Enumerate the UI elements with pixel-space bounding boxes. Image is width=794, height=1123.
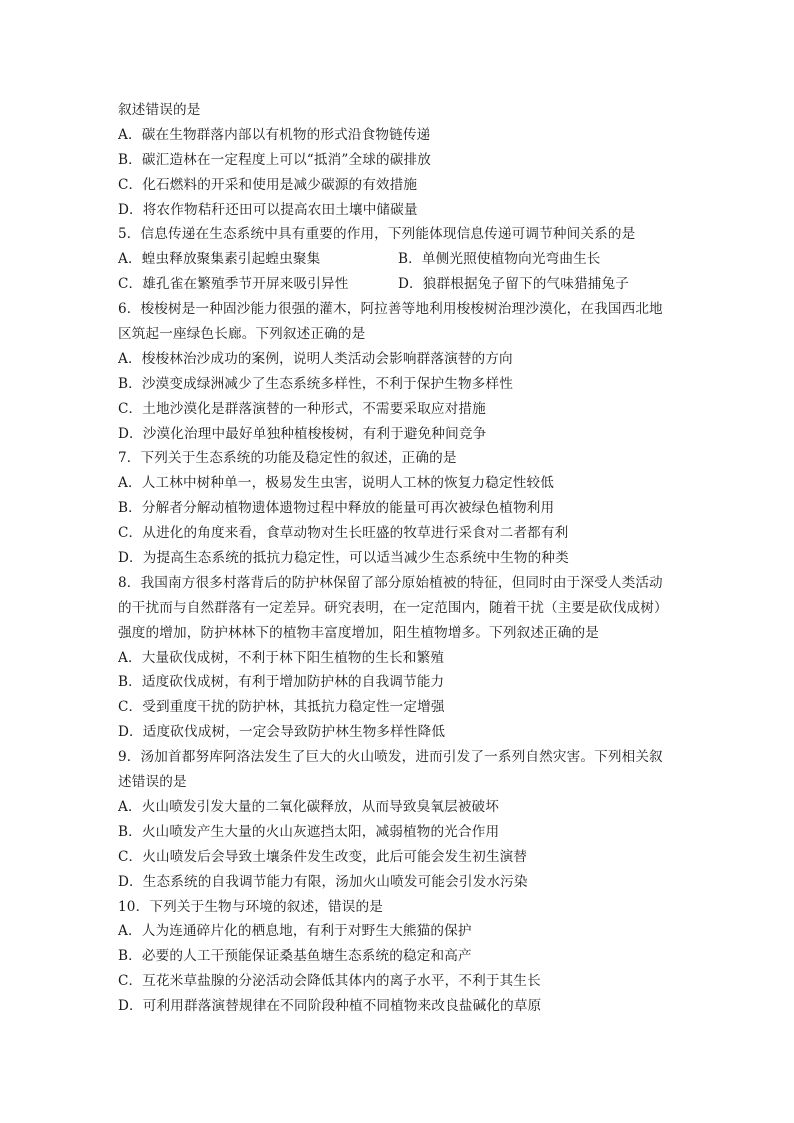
q8-option-c: C．受到重度干扰的防护林，其抵抗力稳定性一定增强: [118, 699, 445, 716]
q5-options-row-1: [118, 247, 688, 272]
q8-stem-line-3: 强度的增加，防护林林下的植物丰富度增加，阳生植物增多。下列叙述正确的是: [118, 624, 600, 641]
q6-option-a: A．梭梭林治沙成功的案例，说明人类活动会影响群落演替的方向: [118, 350, 513, 367]
q6-option-c: C．土地沙漠化是群落演替的一种形式，不需要采取应对措施: [118, 400, 486, 417]
q5-options-row-2: [118, 272, 688, 297]
q4-option-c: C．化石燃料的开采和使用是减少碳源的有效措施: [118, 176, 418, 193]
q8-option-d: D．适度砍伐成树，一定会导致防护林生物多样性降低: [118, 724, 446, 741]
q6-option-b: B．沙漠变成绿洲减少了生态系统多样性，不利于保护生物多样性: [118, 375, 513, 392]
q4-option-a: A．碳在生物群落内部以有机物的形式沿食物链传递: [118, 126, 431, 143]
q10-option-c: C．互花米草盐腺的分泌活动会降低其体内的离子水平，不利于其生长: [118, 973, 541, 990]
q5-stem: 5．信息传递在生态系统中具有重要的作用，下列能体现信息传递可调节种间关系的是: [118, 226, 636, 243]
q9-option-a: A．火山喷发引发大量的二氧化碳释放，从而导致臭氧层被破坏: [118, 798, 500, 815]
exam-page: [118, 98, 688, 1019]
q7-stem: 7．下列关于生态系统的功能及稳定性的叙述，正确的是: [118, 450, 457, 467]
q4-option-d: D．将农作物秸秆还田可以提高农田土壤中储碳量: [118, 201, 418, 218]
q9-option-b: B．火山喷发产生大量的火山灰遮挡太阳，减弱植物的光合作用: [118, 823, 500, 840]
q9-option-d: D．生态系统的自我调节能力有限，汤加火山喷发可能会引发水污染: [118, 873, 528, 890]
q6-stem-line-1: 6．梭梭树是一种固沙能力很强的灌木，阿拉善等地利用梭梭树治理沙漠化，在我国西北地: [118, 301, 663, 318]
q7-option-b: B．分解者分解动植物遗体遗物过程中释放的能量可再次被绿色植物利用: [118, 500, 555, 517]
q8-option-b: B．适度砍伐成树，有利于增加防护林的自我调节能力: [118, 674, 445, 691]
q10-option-d: D．可利用群落演替规律在不同阶段种植不同植物来改良盐碱化的草原: [118, 998, 542, 1015]
q5-option-c: C．雄孔雀在繁殖季节开屏来吸引异性: [118, 276, 349, 293]
q5-option-b: B．单侧光照使植物向光弯曲生长: [398, 251, 601, 268]
q4-stem-tail: 叙述错误的是: [118, 102, 201, 118]
q9-option-c: C．火山喷发后会导致土壤条件发生改变，此后可能会发生初生演替: [118, 848, 528, 865]
q6-option-d: D．沙漠化治理中最好单独种植梭梭树，有利于避免种间竞争: [118, 425, 487, 442]
q4-option-b: B．碳汇造林在一定程度上可以“抵消”全球的碳排放: [118, 151, 431, 168]
q8-stem-line-1: 8．我国南方很多村落背后的防护林保留了部分原始植被的特征，但同时由于深受人类活动: [118, 574, 663, 591]
q9-stem-line-1: 9．汤加首都努库阿洛法发生了巨大的火山喷发，进而引发了一系列自然灾害。下列相关叙: [118, 749, 663, 766]
q7-option-d: D．为提高生态系统的抵抗力稳定性，可以适当减少生态系统中生物的种类: [118, 550, 569, 567]
q5-option-d: D．狼群根据兔子留下的气味猎捕兔子: [398, 276, 629, 293]
q6-stem-line-2: 区筑起一座绿色长廊。下列叙述正确的是: [118, 326, 366, 343]
q8-option-a: A．大量砍伐成树，不利于林下阳生植物的生长和繁殖: [118, 649, 445, 666]
q7-option-c: C．从进化的角度来看，食草动物对生长旺盛的牧草进行采食对二者都有利: [118, 525, 569, 542]
q7-option-a: A．人工林中树种单一，极易发生虫害，说明人工林的恢复力稳定性较低: [118, 475, 555, 492]
q8-stem-line-2: 的干扰而与自然群落有一定差异。研究表明，在一定范围内，随着干扰（主要是砍伐成树）: [118, 599, 668, 616]
q9-stem-line-2: 述错误的是: [118, 774, 187, 791]
q5-option-a: A．蝗虫释放聚集素引起蝗虫聚集: [118, 251, 321, 268]
q10-option-a: A．人为连通碎片化的栖息地，有利于对野生大熊猫的保护: [118, 923, 472, 940]
q10-stem: 10．下列关于生物与环境的叙述，错误的是: [118, 898, 383, 915]
q10-option-b: B．必要的人工干预能保证桑基鱼塘生态系统的稳定和高产: [118, 948, 472, 965]
